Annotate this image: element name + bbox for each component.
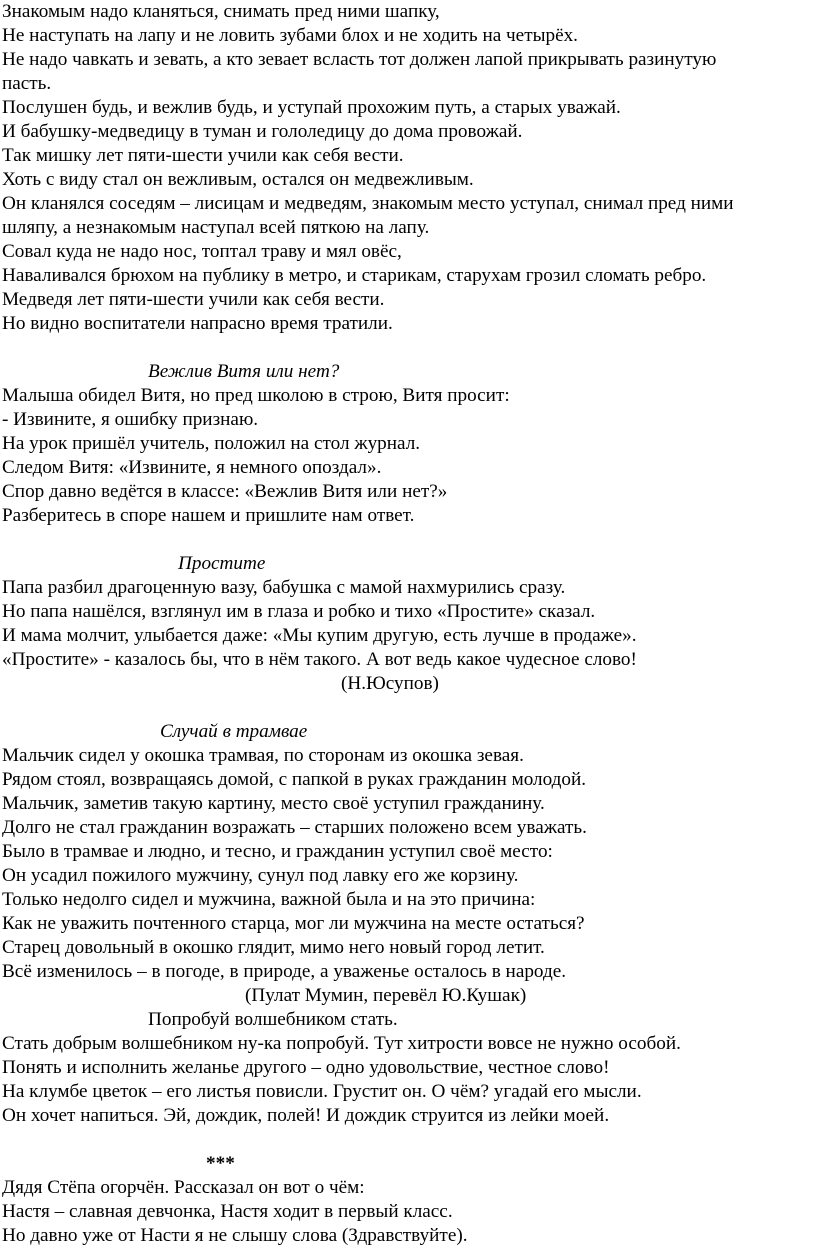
poem-line: Рядом стоял, возвращаясь домой, с папкой в руках гражданин молодой. [2,769,587,790]
poem-line: Но папа нашёлся, взглянул им в глаза и робко и тихо «Простите» сказал. [2,601,596,622]
poem-line: И бабушку-медведицу в туман и гололедицу до дома провожай. [2,121,523,142]
poem-title: Простите [178,553,266,574]
poem-line: шляпу, а незнакомым наступал всей пяткою на лапу. [2,217,430,238]
blank-line [2,696,814,720]
poem-title: Вежлив Витя или нет? [148,361,340,382]
poem-line: Следом Витя: «Извините, я немного опоздал». [2,457,382,478]
poem-line: Долго не стал гражданин возражать – старших положено всем уважать. [2,817,587,838]
poem-line: Хоть с виду стал он вежливым, остался он медвежливым. [2,169,474,190]
poem-line: На клумбе цветок – его листья повисли. Грустит он. О чём? угадай его мысли. [2,1081,642,1102]
poem-line: Он усадил пожилого мужчину, сунул под лавку его же корзину. [2,865,519,886]
poem-title: Попробуй волшебником стать. [148,1009,398,1030]
poem-line: Медведя лет пяти-шести учили как себя вести. [2,289,385,310]
poem-line: Всё изменилось – в погоде, в природе, а уваженье осталось в народе. [2,961,567,982]
poem-line: Дядя Стёпа огорчён. Рассказал он вот о чём: [2,1177,365,1198]
poem-line: Мальчик сидел у окошка трамвая, по сторонам из окошка зевая. [2,745,524,766]
document-page [2,0,814,1248]
poem-line: пасть. [2,73,52,94]
poem-line: - Извините, я ошибку признаю. [2,409,259,430]
poem-line: Стать добрым волшебником ну-ка попробуй. Тут хитрости вовсе не нужно особой. [2,1033,681,1054]
poem-medvezhlivy [2,0,814,336]
poem-line: Спор давно ведётся в классе: «Вежлив Витя или нет?» [2,481,448,502]
poem-line: Не наступать на лапу и не ловить зубами блох и не ходить на четырёх. [2,25,578,46]
poem-line: Послушен будь, и вежлив будь, и уступай прохожим путь, а старых уважай. [2,97,621,118]
poem-line: И мама молчит, улыбается даже: «Мы купим другую, есть лучше в продаже». [2,625,637,646]
poem-line: Мальчик, заметив такую картину, место своё уступил гражданину. [2,793,545,814]
poem-line: Как не уважить почтенного старца, мог ли мужчина на месте остаться? [2,913,585,934]
poem-line: Старец довольный в окошко глядит, мимо него новый город летит. [2,937,545,958]
poem-line: Наваливался брюхом на публику в метро, и старикам, старухам грозил сломать ребро. [2,265,707,286]
poem-title: Случай в трамвае [160,721,308,742]
poem-line: Он кланялся соседям – лисицам и медведям, знакомым место уступал, снимал пред ними [2,193,734,214]
poem-dyadya-styopa [2,1152,814,1248]
poem-title: *** [206,1153,235,1174]
poem-line: На урок пришёл учитель, положил на стол журнал. [2,433,421,454]
poem-volshebnik [2,1008,814,1128]
poem-line: Малыша обидел Витя, но пред школою в строю, Витя просит: [2,385,510,406]
blank-line [2,1128,814,1152]
poem-line: Было в трамвае и людно, и тесно, и гражданин уступил своё место: [2,841,553,862]
poem-line: Только недолго сидел и мужчина, важной была и на это причина: [2,889,536,910]
poem-line: Он хочет напиться. Эй, дождик, полей! И дождик струится из лейки моей. [2,1105,610,1126]
poem-line: Понять и исполнить желанье другого – одно удовольствие, честное слово! [2,1057,610,1078]
poem-line: Не надо чавкать и зевать, а кто зевает всласть тот должен лапой прикрывать разинутую [2,49,717,70]
poem-author: (Н.Юсупов) [341,673,439,694]
poem-vezhliv-vitya [2,360,814,528]
poem-line: Разберитесь в споре нашем и пришлите нам ответ. [2,505,415,526]
poem-sluchay-v-tramvae [2,720,814,1008]
poem-line: Так мишку лет пяти-шести учили как себя вести. [2,145,404,166]
poem-prostite [2,552,814,696]
poem-author: (Пулат Мумин, перевёл Ю.Кушак) [245,985,527,1006]
poem-line: Знакомым надо кланяться, снимать пред ними шапку, [2,1,440,22]
poem-line: Совал куда не надо нос, топтал траву и мял овёс, [2,241,402,262]
poem-line: Папа разбил драгоценную вазу, бабушка с мамой нахмурились сразу. [2,577,566,598]
blank-line [2,336,814,360]
poem-line: «Простите» - казалось бы, что в нём такого. А вот ведь какое чудесное слово! [2,649,637,670]
blank-line [2,528,814,552]
poem-line: Но видно воспитатели напрасно время тратили. [2,313,393,334]
poem-line: Но давно уже от Насти я не слышу слова (Здравствуйте). [2,1225,468,1246]
poem-line: Настя – славная девчонка, Настя ходит в первый класс. [2,1201,453,1222]
